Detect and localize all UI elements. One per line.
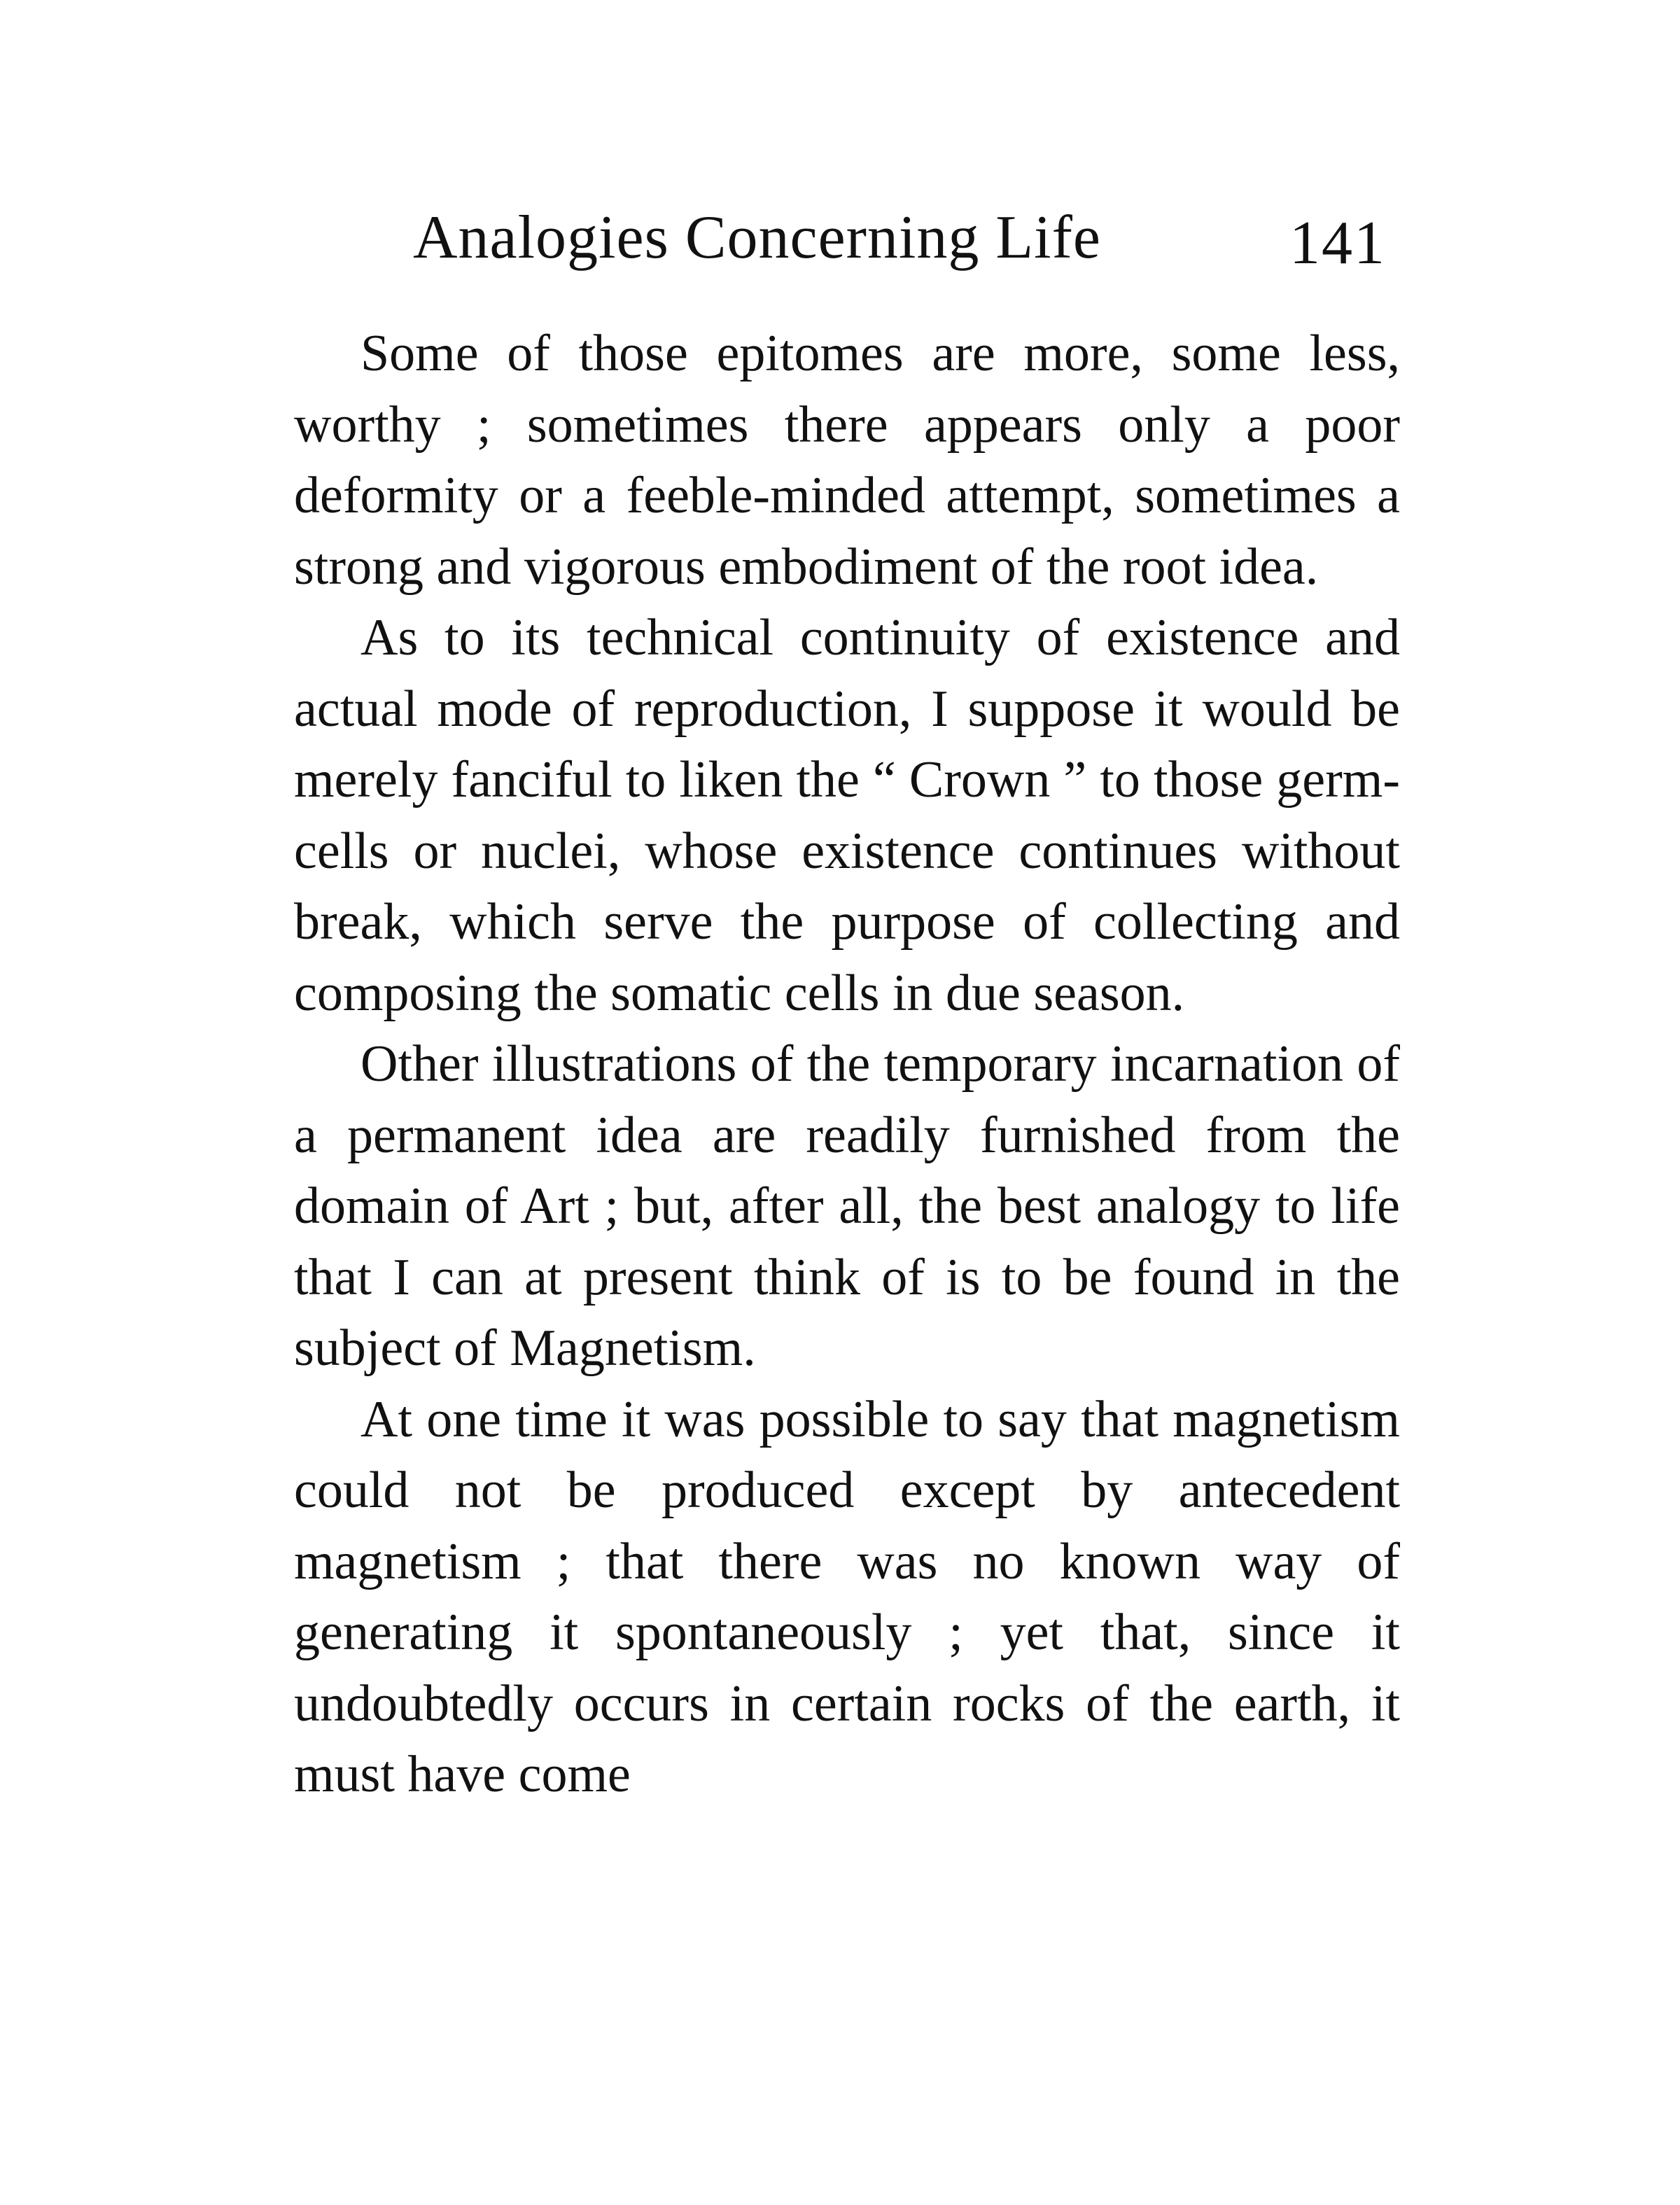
paragraph: As to its technical continuity of existence and actual mode of reproduction, I suppose it would be merely fanciful to liken the “ Crown ” to those germ-cells or nuclei, whose existence continues without break, which serve the purpose of collecting and composing the somatic cells in due season.: [294, 609, 1400, 1022]
paragraph: Some of those epitomes are more, some less, worthy ; sometimes there appears only a poor deformity or a feeble-minded attempt, sometimes a strong and vigorous embodiment of the root idea.: [294, 325, 1400, 596]
page-number: 141: [1289, 209, 1386, 277]
running-head: [413, 200, 1386, 276]
body-text: [294, 318, 1400, 1811]
running-head-title: Analogies Concerning Life: [413, 204, 1101, 272]
paragraph: Other illustrations of the temporary incarnation of a permanent idea are readily furnished from the domain of Art ; but, after all, the best analogy to life that I can at present think of is to be found in the subject of Magnetism.: [294, 1035, 1400, 1377]
paragraph: At one time it was possible to say that magnetism could not be produced except by antecedent magnetism ; that there was no known way of generating it spontaneously ; yet that, since it undoubtedly occurs in certain rocks of the earth, it must have come: [294, 1390, 1400, 1803]
